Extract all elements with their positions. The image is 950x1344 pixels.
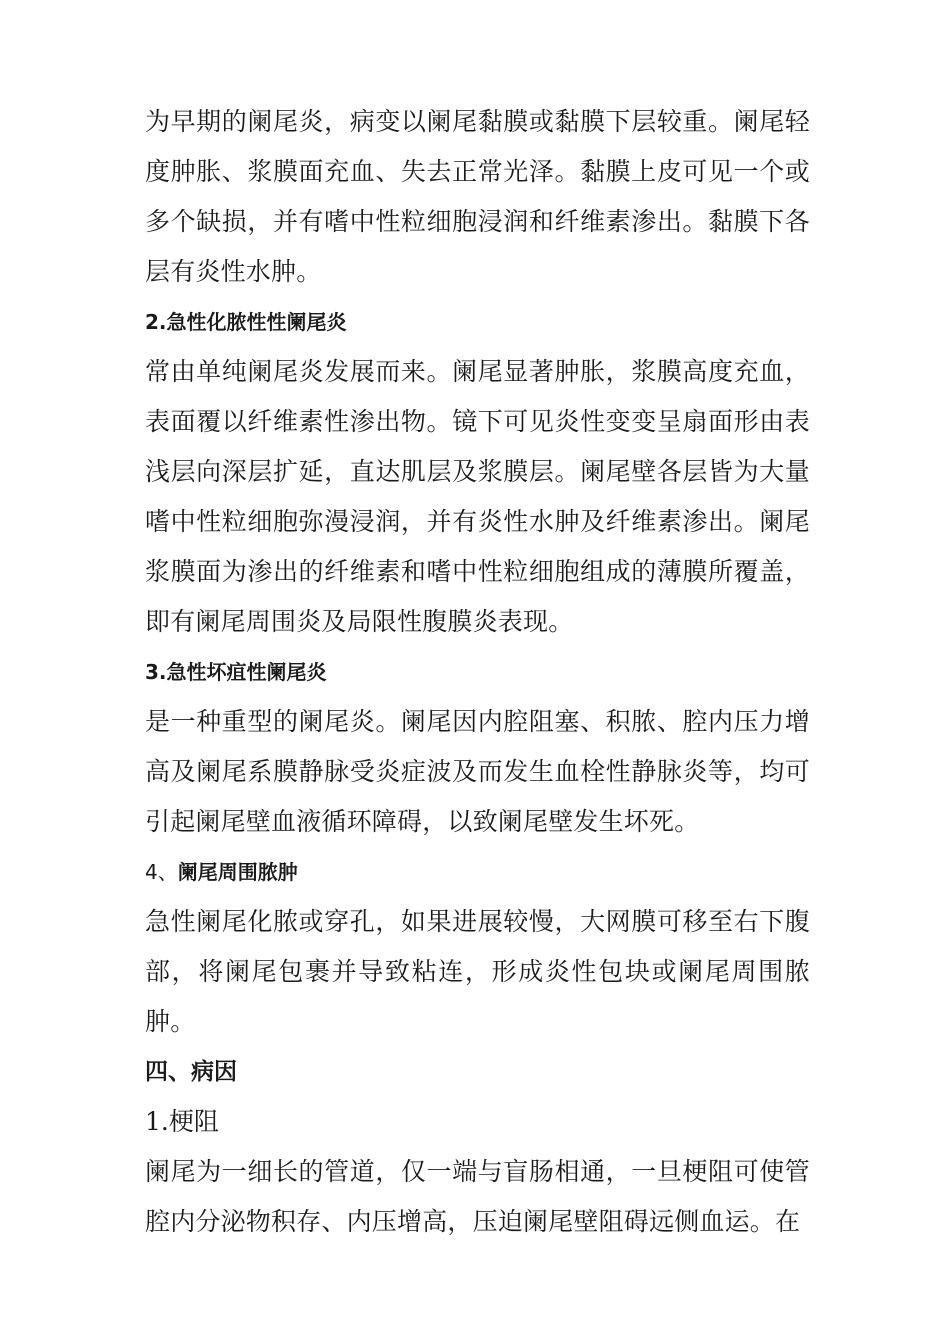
paragraph-early-appendicitis: 为早期的阑尾炎，病变以阑尾黏膜或黏膜下层较重。阑尾轻度肿胀、浆膜面充血、失去正常光泽。黏膜上皮可见一个或多个缺损，并有嗜中性粒细胞浸润和纤维素渗出。黏膜下各层有炎性水肿。 [145, 107, 810, 286]
heading-periappendiceal-abscess [145, 847, 810, 897]
heading-suppurative-appendicitis: 2.急性化脓性性阑尾炎 [145, 310, 347, 334]
heading-gangrenous-appendicitis: 3.急性坏疽性阑尾炎 [145, 660, 327, 684]
subheading-obstruction: 1.梗阻 [145, 1107, 219, 1136]
heading-number: 4、 [145, 860, 178, 884]
paragraph-periappendiceal-abscess: 急性阑尾化脓或穿孔，如果进展较慢，大网膜可移至右下腹部，将阑尾包裹并导致粘连，形成炎性包块或阑尾周围脓肿。 [145, 907, 810, 1036]
heading-text: 阑尾周围脓肿 [177, 860, 298, 884]
paragraph-gangrenous-appendicitis: 是一种重型的阑尾炎。阑尾因内腔阻塞、积脓、腔内压力增高及阑尾系膜静脉受炎症波及而发生血栓性静脉炎等，均可引起阑尾壁血液循环障碍，以致阑尾壁发生坏死。 [145, 707, 810, 836]
section-heading-etiology: 四、病因 [145, 1058, 237, 1085]
document-body [145, 97, 810, 1247]
paragraph-obstruction: 阑尾为一细长的管道，仅一端与盲肠相通，一旦梗阻可使管腔内分泌物积存、内压增高，压迫阑尾壁阻碍远侧血运。在 [145, 1157, 810, 1236]
paragraph-suppurative-appendicitis: 常由单纯阑尾炎发展而来。阑尾显著肿胀，浆膜高度充血，表面覆以纤维素性渗出物。镜下可见炎性变变呈扇面形由表浅层向深层扩延，直达肌层及浆膜层。阑尾壁各层皆为大量嗜中性粒细胞弥漫浸润，并有炎性水肿及纤维素渗出。阑尾浆膜面为渗出的纤维素和嗜中性粒细胞组成的薄膜所覆盖，即有阑尾周围炎及局限性腹膜炎表现。 [145, 357, 810, 636]
